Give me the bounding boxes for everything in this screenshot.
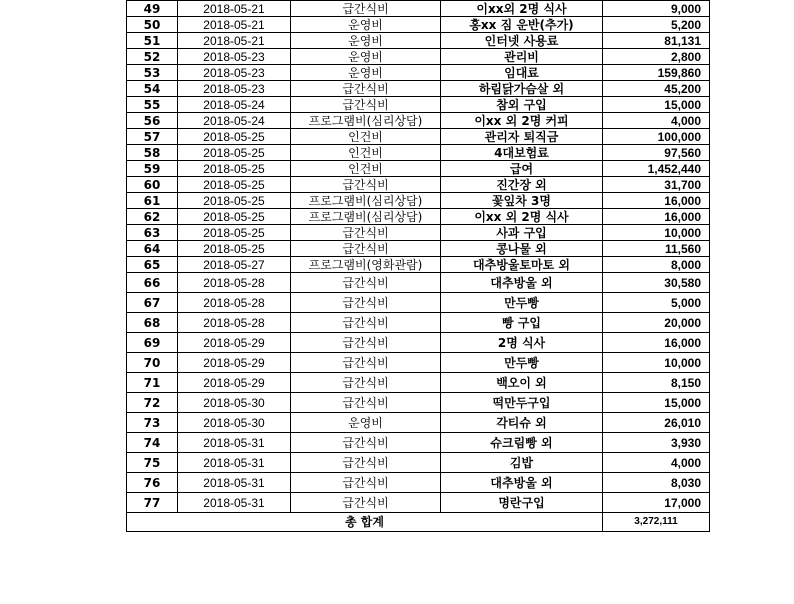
row-number: 74 — [127, 433, 178, 453]
table-row — [127, 257, 710, 273]
row-number: 54 — [127, 81, 178, 97]
row-description: 이xx 외 2명 커피 — [441, 113, 603, 129]
row-category: 급간식비 — [291, 273, 441, 293]
row-number: 76 — [127, 473, 178, 493]
table-row — [127, 353, 710, 373]
row-amount: 45,200 — [603, 81, 710, 97]
row-description: 4대보험료 — [441, 145, 603, 161]
row-amount: 16,000 — [603, 209, 710, 225]
row-number: 72 — [127, 393, 178, 413]
row-date: 2018-05-29 — [178, 353, 291, 373]
table-row — [127, 313, 710, 333]
row-date: 2018-05-25 — [178, 209, 291, 225]
row-description: 관리자 퇴직금 — [441, 129, 603, 145]
row-amount: 100,000 — [603, 129, 710, 145]
row-category: 급간식비 — [291, 293, 441, 313]
table-row — [127, 453, 710, 473]
table-row — [127, 293, 710, 313]
row-amount: 26,010 — [603, 413, 710, 433]
row-category: 프로그램비(심리상담) — [291, 209, 441, 225]
row-amount: 81,131 — [603, 33, 710, 49]
row-description: 급여 — [441, 161, 603, 177]
row-description: 콩나물 외 — [441, 241, 603, 257]
row-description: 관리비 — [441, 49, 603, 65]
row-description: 이xx 외 2명 식사 — [441, 209, 603, 225]
row-description: 만두빵 — [441, 293, 603, 313]
table-row — [127, 1, 710, 17]
row-category: 급간식비 — [291, 225, 441, 241]
row-date: 2018-05-21 — [178, 33, 291, 49]
row-category: 프로그램비(영화관람) — [291, 257, 441, 273]
row-number: 65 — [127, 257, 178, 273]
table-row — [127, 17, 710, 33]
row-category: 급간식비 — [291, 1, 441, 17]
row-number: 60 — [127, 177, 178, 193]
total-label: 총 합계 — [127, 513, 603, 532]
row-amount: 11,560 — [603, 241, 710, 257]
row-date: 2018-05-28 — [178, 273, 291, 293]
row-category: 운영비 — [291, 33, 441, 49]
row-date: 2018-05-27 — [178, 257, 291, 273]
row-number: 75 — [127, 453, 178, 473]
row-date: 2018-05-23 — [178, 49, 291, 65]
row-category: 운영비 — [291, 413, 441, 433]
expense-sheet — [126, 0, 709, 532]
row-description: 진간장 외 — [441, 177, 603, 193]
row-description: 슈크림빵 외 — [441, 433, 603, 453]
row-number: 52 — [127, 49, 178, 65]
row-number: 68 — [127, 313, 178, 333]
row-description: 참외 구입 — [441, 97, 603, 113]
row-description: 임대료 — [441, 65, 603, 81]
table-row — [127, 373, 710, 393]
row-amount: 8,150 — [603, 373, 710, 393]
row-date: 2018-05-28 — [178, 293, 291, 313]
table-row — [127, 49, 710, 65]
row-number: 55 — [127, 97, 178, 113]
row-description: 김밥 — [441, 453, 603, 473]
row-date: 2018-05-29 — [178, 333, 291, 353]
row-category: 급간식비 — [291, 177, 441, 193]
table-row — [127, 33, 710, 49]
row-amount: 15,000 — [603, 97, 710, 113]
row-amount: 20,000 — [603, 313, 710, 333]
table-row — [127, 225, 710, 241]
row-date: 2018-05-31 — [178, 473, 291, 493]
row-date: 2018-05-31 — [178, 493, 291, 513]
row-amount: 8,000 — [603, 257, 710, 273]
row-category: 급간식비 — [291, 373, 441, 393]
row-amount: 9,000 — [603, 1, 710, 17]
expense-table — [126, 0, 710, 532]
row-description: 대추방울 외 — [441, 273, 603, 293]
row-amount: 8,030 — [603, 473, 710, 493]
row-amount: 16,000 — [603, 193, 710, 209]
row-category: 운영비 — [291, 65, 441, 81]
table-row — [127, 145, 710, 161]
row-number: 58 — [127, 145, 178, 161]
row-description: 꽃잎차 3명 — [441, 193, 603, 209]
row-number: 57 — [127, 129, 178, 145]
row-category: 급간식비 — [291, 353, 441, 373]
row-description: 만두빵 — [441, 353, 603, 373]
row-number: 59 — [127, 161, 178, 177]
row-description: 사과 구입 — [441, 225, 603, 241]
row-date: 2018-05-25 — [178, 193, 291, 209]
row-category: 급간식비 — [291, 313, 441, 333]
row-category: 급간식비 — [291, 81, 441, 97]
row-date: 2018-05-25 — [178, 145, 291, 161]
row-amount: 16,000 — [603, 333, 710, 353]
row-description: 떡만두구입 — [441, 393, 603, 413]
row-amount: 2,800 — [603, 49, 710, 65]
table-row — [127, 333, 710, 353]
row-category: 인건비 — [291, 129, 441, 145]
row-amount: 15,000 — [603, 393, 710, 413]
table-row — [127, 473, 710, 493]
table-row — [127, 209, 710, 225]
row-number: 50 — [127, 17, 178, 33]
row-date: 2018-05-24 — [178, 113, 291, 129]
row-category: 운영비 — [291, 49, 441, 65]
row-amount: 5,200 — [603, 17, 710, 33]
row-date: 2018-05-21 — [178, 1, 291, 17]
row-category: 급간식비 — [291, 453, 441, 473]
table-row — [127, 413, 710, 433]
row-category: 인건비 — [291, 145, 441, 161]
table-row — [127, 177, 710, 193]
row-date: 2018-05-25 — [178, 177, 291, 193]
row-number: 64 — [127, 241, 178, 257]
row-date: 2018-05-21 — [178, 17, 291, 33]
row-date: 2018-05-31 — [178, 433, 291, 453]
row-number: 61 — [127, 193, 178, 209]
table-row — [127, 273, 710, 293]
row-description: 명란구입 — [441, 493, 603, 513]
table-row — [127, 65, 710, 81]
row-category: 급간식비 — [291, 433, 441, 453]
row-number: 49 — [127, 1, 178, 17]
row-description: 2명 식사 — [441, 333, 603, 353]
row-number: 71 — [127, 373, 178, 393]
table-row — [127, 97, 710, 113]
table-row — [127, 193, 710, 209]
row-category: 급간식비 — [291, 473, 441, 493]
row-number: 67 — [127, 293, 178, 313]
row-amount: 159,860 — [603, 65, 710, 81]
table-row — [127, 81, 710, 97]
row-amount: 10,000 — [603, 225, 710, 241]
row-number: 77 — [127, 493, 178, 513]
row-date: 2018-05-25 — [178, 129, 291, 145]
row-description: 대추방울토마토 외 — [441, 257, 603, 273]
row-amount: 4,000 — [603, 453, 710, 473]
table-row — [127, 161, 710, 177]
row-amount: 5,000 — [603, 293, 710, 313]
row-amount: 10,000 — [603, 353, 710, 373]
row-description: 하림닭가슴살 외 — [441, 81, 603, 97]
table-row — [127, 433, 710, 453]
row-number: 56 — [127, 113, 178, 129]
table-row — [127, 493, 710, 513]
row-date: 2018-05-25 — [178, 161, 291, 177]
row-category: 인건비 — [291, 161, 441, 177]
row-number: 62 — [127, 209, 178, 225]
row-category: 프로그램비(심리상담) — [291, 193, 441, 209]
row-amount: 1,452,440 — [603, 161, 710, 177]
row-number: 53 — [127, 65, 178, 81]
row-description: 빵 구입 — [441, 313, 603, 333]
row-date: 2018-05-30 — [178, 393, 291, 413]
row-number: 51 — [127, 33, 178, 49]
row-description: 인터넷 사용료 — [441, 33, 603, 49]
row-amount: 31,700 — [603, 177, 710, 193]
row-category: 급간식비 — [291, 393, 441, 413]
row-number: 70 — [127, 353, 178, 373]
table-row — [127, 129, 710, 145]
row-description: 홍xx 짐 운반(추가) — [441, 17, 603, 33]
row-date: 2018-05-29 — [178, 373, 291, 393]
table-row — [127, 113, 710, 129]
table-row — [127, 393, 710, 413]
row-category: 운영비 — [291, 17, 441, 33]
row-date: 2018-05-28 — [178, 313, 291, 333]
row-date: 2018-05-23 — [178, 65, 291, 81]
row-description: 이xx외 2명 식사 — [441, 1, 603, 17]
row-date: 2018-05-30 — [178, 413, 291, 433]
row-description: 백오이 외 — [441, 373, 603, 393]
row-category: 급간식비 — [291, 333, 441, 353]
row-amount: 4,000 — [603, 113, 710, 129]
row-number: 63 — [127, 225, 178, 241]
row-amount: 3,930 — [603, 433, 710, 453]
row-number: 66 — [127, 273, 178, 293]
row-date: 2018-05-25 — [178, 241, 291, 257]
row-amount: 97,560 — [603, 145, 710, 161]
row-category: 급간식비 — [291, 241, 441, 257]
table-row — [127, 241, 710, 257]
row-number: 73 — [127, 413, 178, 433]
row-date: 2018-05-24 — [178, 97, 291, 113]
total-amount: 3,272,111 — [603, 513, 710, 532]
row-date: 2018-05-25 — [178, 225, 291, 241]
row-date: 2018-05-31 — [178, 453, 291, 473]
row-amount: 30,580 — [603, 273, 710, 293]
row-category: 급간식비 — [291, 493, 441, 513]
expense-rows — [127, 1, 710, 513]
total-row — [127, 513, 710, 532]
row-category: 급간식비 — [291, 97, 441, 113]
row-amount: 17,000 — [603, 493, 710, 513]
row-date: 2018-05-23 — [178, 81, 291, 97]
row-category: 프로그램비(심리상담) — [291, 113, 441, 129]
row-number: 69 — [127, 333, 178, 353]
row-description: 대추방울 외 — [441, 473, 603, 493]
row-description: 각티슈 외 — [441, 413, 603, 433]
